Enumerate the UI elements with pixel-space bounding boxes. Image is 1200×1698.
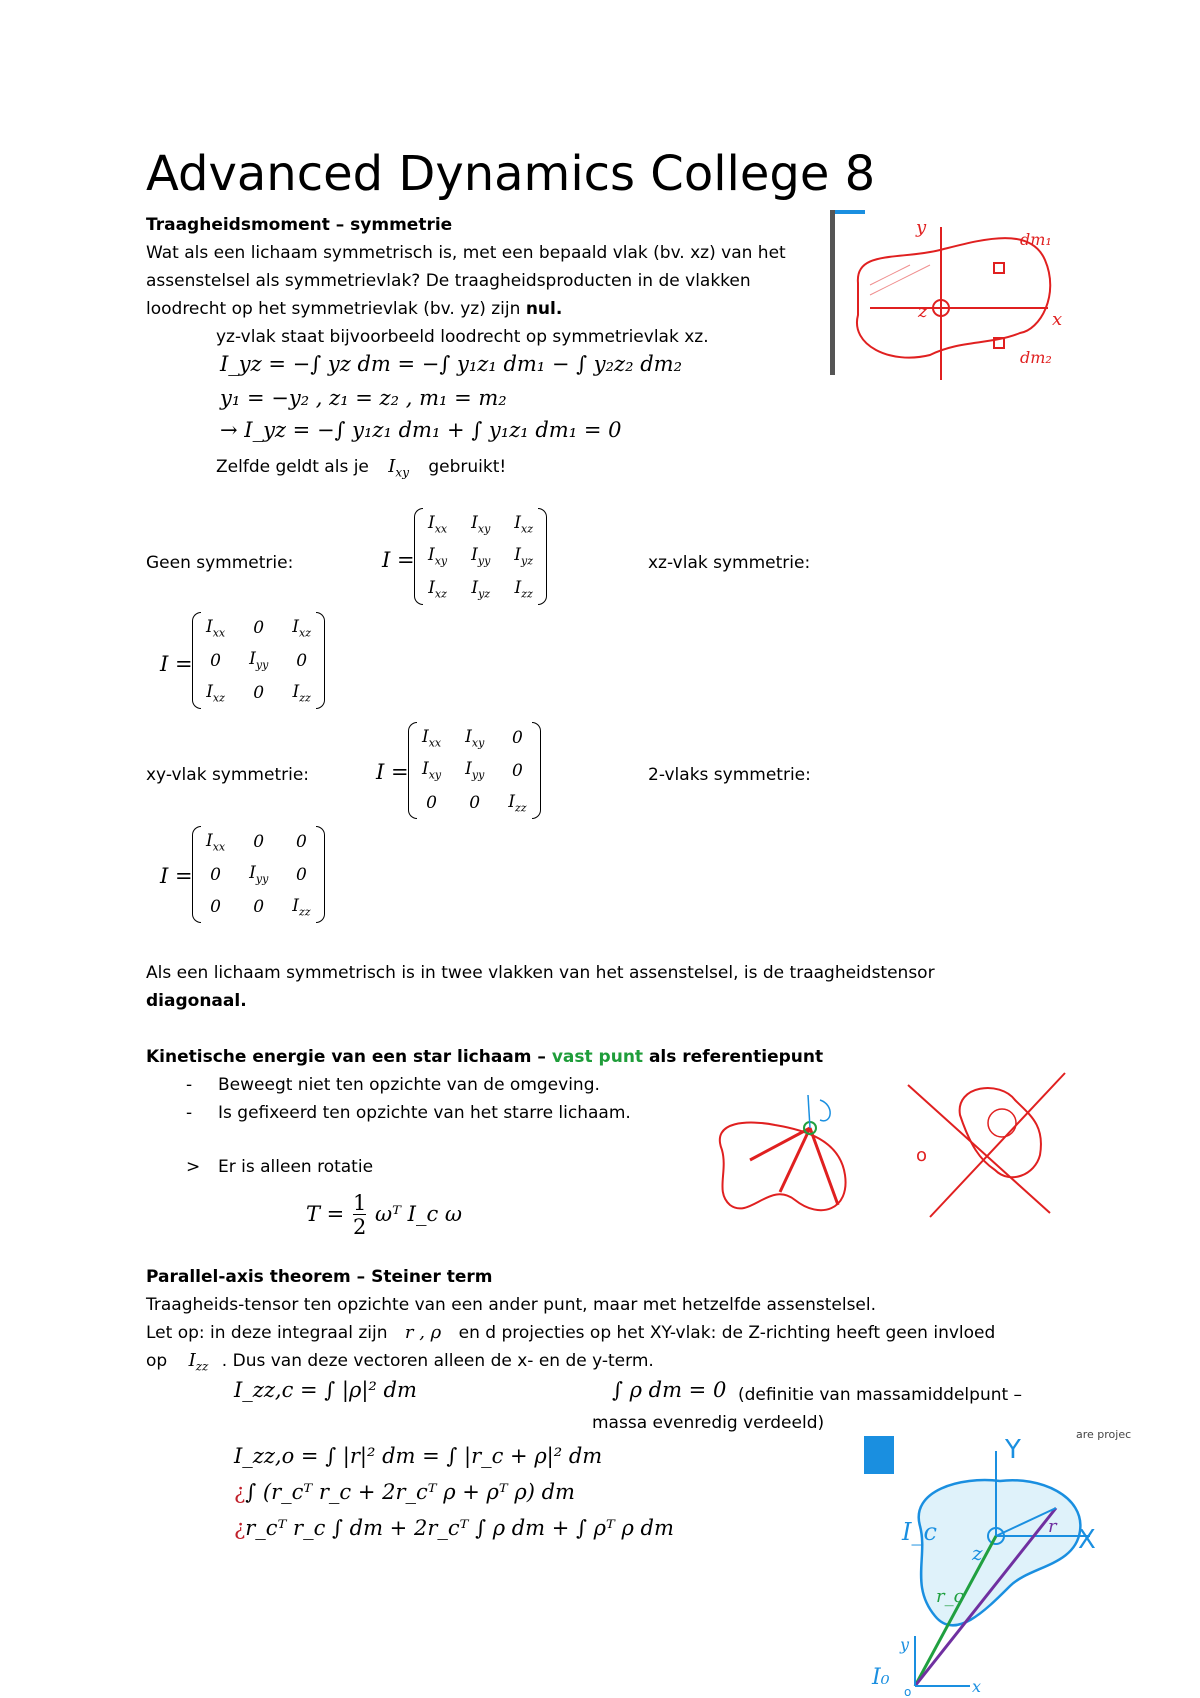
heading-highlight: vast punt — [551, 1047, 644, 1067]
sketch-label-dm1: dm₁ — [1020, 230, 1052, 249]
sketch-label-z: z — [972, 1541, 983, 1565]
symbol-subscript: xy — [395, 465, 409, 480]
clip-bar — [830, 210, 835, 375]
equation: → I_yz = −∫ y₁z₁ dm₁ + ∫ y₁z₁ dm₁ = 0 — [220, 418, 622, 442]
fixed-point-rotation-sketch — [710, 1080, 860, 1230]
inline-symbol — [388, 456, 409, 480]
inertia-matrix-two — [194, 826, 323, 923]
matrix-cell: 0 — [296, 864, 307, 885]
clip-bar-blue — [835, 210, 865, 214]
sketch-label-X: X — [1078, 1525, 1096, 1555]
bold-word: diagonaal. — [146, 991, 247, 1011]
matrix-cell: 0 — [253, 618, 265, 639]
sketch-label-x: x — [1052, 309, 1063, 330]
matrix-equals: I = — [382, 548, 415, 572]
inner-circle — [988, 1109, 1016, 1137]
equation — [234, 1480, 575, 1504]
matrix-cell: $I_{xz}$ — [206, 681, 225, 705]
paragraph-line: Wat als een lichaam symmetrisch is, met een bepaald vlak (bv. xz) van het — [146, 243, 786, 263]
matrix-cell: 0 — [253, 896, 265, 917]
paragraph-line — [146, 298, 562, 320]
matrix-cell: $I_{xy}$ — [465, 727, 485, 750]
sketch-label-Y: Y — [1005, 1436, 1021, 1465]
bold-word: nul. — [525, 299, 563, 319]
sketch-label-o: o — [916, 1145, 928, 1166]
section-heading-symmetry: Traagheidsmoment – symmetrie — [146, 215, 453, 235]
sketch-label-rc: r_c — [936, 1586, 964, 1607]
matrix-cell: 0 — [469, 792, 481, 813]
matrix-cell: $I_{yz}$ — [514, 545, 534, 568]
matrix-cell: $I_{xz}$ — [292, 617, 312, 640]
paragraph-line: yz-vlak staat bijvoorbeeld loodrecht op symmetrievlak xz. — [216, 327, 709, 347]
bullet-arrow: > — [186, 1157, 201, 1177]
matrix-cell: 0 — [210, 864, 221, 885]
equation: y₁ = −y₂ , z₁ = z₂ , m₁ = m₂ — [220, 386, 507, 410]
equation: I_zz,c = ∫ |ρ|² dm — [234, 1378, 417, 1402]
matrix-cell: $I_{xy}$ — [428, 545, 448, 568]
sketch-label-y: y — [900, 1635, 910, 1654]
matrix-cell: $I_{xz}$ — [514, 513, 534, 536]
inertia-matrix-xz — [194, 612, 323, 709]
paragraph-line: massa evenredig verdeeld) — [592, 1413, 825, 1433]
matrix-cell: $I_{yy}$ — [471, 545, 491, 568]
matrix-label-xz: xz-vlak symmetrie: — [648, 553, 811, 573]
body-outline — [960, 1088, 1041, 1177]
matrix-cell: $I_{xy}$ — [422, 759, 442, 782]
paragraph-line: Traagheids-tensor ten opzichte van een ander punt, maar met hetzelfde assenstelsel. — [146, 1295, 877, 1315]
cross-line — [930, 1073, 1065, 1217]
heading-text: Kinetische energie van een star lichaam – — [146, 1047, 552, 1067]
sketch-label-y: y — [916, 217, 927, 238]
paragraph-line: (definitie van massamiddelpunt – — [738, 1385, 1023, 1405]
paragraph-text: . Dus van deze vectoren alleen de x- en de y-term. — [221, 1351, 654, 1371]
equation — [234, 1516, 674, 1540]
body-outline — [720, 1123, 846, 1211]
inline-symbol — [188, 1350, 209, 1374]
paragraph-text: Zelfde geldt als je — [216, 457, 369, 477]
inline-symbol: r , ρ — [404, 1322, 442, 1343]
matrix-cell: $I_{yy}$ — [249, 863, 269, 886]
matrix-cell: 0 — [210, 650, 221, 671]
eq-lhs: T = — [306, 1202, 345, 1226]
paragraph-line — [146, 1322, 995, 1344]
matrix-cell: $I_{xx}$ — [428, 513, 448, 536]
sketch-label-Ic: I_c — [902, 1518, 937, 1546]
heading-text: als referentiepunt — [643, 1047, 824, 1067]
sketch-label-z: z — [918, 301, 928, 322]
matrix-cell: 0 — [296, 832, 307, 853]
symmetric-body-sketch — [830, 205, 1080, 380]
paragraph-line — [216, 456, 506, 484]
matrix-cell: $I_{zz}$ — [292, 895, 311, 919]
matrix-cell: 0 — [296, 650, 308, 671]
bullet-item: Beweegt niet ten opzichte van de omgeving. — [218, 1075, 600, 1095]
paragraph-text: op — [146, 1351, 168, 1371]
matrix-label-two: 2-vlaks symmetrie: — [648, 765, 811, 785]
dm1-element — [994, 263, 1004, 273]
section-heading-kinetic — [146, 1046, 823, 1068]
matrix-cell: $I_{xx}$ — [422, 727, 442, 750]
paragraph-text: en d projecties op het XY-vlak: de Z-richting heeft geen invloed — [458, 1323, 996, 1343]
matrix-bracket-left — [414, 508, 423, 605]
symbol-text: I — [188, 1350, 196, 1371]
error-glyph: ¿ — [234, 1516, 246, 1540]
matrix-cell: $I_{yy}$ — [249, 649, 269, 672]
matrix-cell: 0 — [426, 792, 437, 813]
bullet-dash: - — [186, 1075, 193, 1095]
error-glyph: ¿ — [234, 1480, 246, 1504]
paragraph-text: loodrecht op het symmetrievlak (bv. yz) zijn — [146, 299, 526, 319]
symbol-subscript: zz — [195, 1359, 209, 1374]
matrix-bracket-right — [316, 612, 325, 709]
matrix-equals: I = — [160, 652, 193, 676]
matrix-cell: $I_{xy}$ — [471, 513, 491, 536]
sketch-label-Io: I₀ — [872, 1665, 890, 1690]
parallel-axis-sketch — [860, 1436, 1110, 1698]
sketch-label-r: r — [1048, 1516, 1057, 1537]
matrix-bracket-left — [192, 612, 201, 709]
matrix-bracket-left — [408, 722, 417, 819]
eq-rhs: ωᵀ I_c ω — [375, 1202, 463, 1226]
matrix-cell: $I_{zz}$ — [508, 791, 527, 815]
fraction — [353, 1192, 366, 1239]
equation: I_yz = −∫ yz dm = −∫ y₁z₁ dm₁ − ∫ y₂z₂ dm₂ — [220, 352, 682, 376]
matrix-cell: 0 — [253, 832, 265, 853]
matrix-cell: $I_{xx}$ — [206, 831, 226, 854]
matrix-bracket-right — [538, 508, 547, 605]
equation: ∫ ρ dm = 0 — [612, 1378, 727, 1402]
equation-body: r_cᵀ r_c ∫ dm + 2r_cᵀ ∫ ρ dm + ∫ ρᵀ ρ dm — [245, 1516, 674, 1540]
matrix-cell: $I_{yy}$ — [465, 759, 485, 782]
matrix-equals: I = — [160, 864, 193, 888]
crossed-out-sketch — [900, 1065, 1070, 1225]
inertia-matrix-none — [416, 508, 545, 605]
matrix-cell: 0 — [210, 896, 221, 917]
matrix-bracket-right — [316, 826, 325, 923]
matrix-cell: 0 — [512, 728, 523, 749]
matrix-label-none: Geen symmetrie: — [146, 553, 294, 573]
paragraph-text: gebruikt! — [428, 457, 507, 477]
symbol-text: I — [388, 456, 396, 477]
section-heading-steiner: Parallel-axis theorem – Steiner term — [146, 1267, 493, 1287]
bullet-item: Er is alleen rotatie — [218, 1157, 374, 1177]
matrix-label-xy: xy-vlak symmetrie: — [146, 765, 310, 785]
matrix-cell: $I_{yz}$ — [471, 577, 491, 601]
body-outline — [857, 238, 1050, 358]
equation: I_zz,o = ∫ |r|² dm = ∫ |r_c + ρ|² dm — [234, 1444, 603, 1468]
fraction-numerator: 1 — [352, 1191, 367, 1215]
cone-edge — [810, 1128, 838, 1205]
bullet-dash: - — [186, 1103, 193, 1123]
hatch-line — [870, 265, 910, 285]
matrix-cell: $I_{zz}$ — [514, 577, 533, 601]
page-title: Advanced Dynamics College 8 — [146, 146, 876, 202]
matrix-bracket-right — [532, 722, 541, 819]
clipped-text: are projec — [1076, 1428, 1132, 1441]
paragraph-line — [146, 1350, 654, 1378]
paragraph-line: Als een lichaam symmetrisch is in twee vlakken van het assenstelsel, is de traagheidstensor — [146, 963, 935, 983]
paragraph-line: assenstelsel als symmetrievlak? De traagheidsproducten in de vlakken — [146, 271, 751, 291]
cross-line — [908, 1085, 1050, 1213]
matrix-equals: I = — [376, 760, 409, 784]
matrix-cell: $I_{xz}$ — [428, 577, 447, 601]
sketch-label-x: x — [972, 1677, 982, 1696]
matrix-bracket-left — [192, 826, 201, 923]
rotation-arrow — [820, 1100, 830, 1121]
matrix-cell: $I_{xx}$ — [206, 617, 226, 640]
sketch-label-dm2: dm₂ — [1020, 348, 1052, 367]
paragraph-text: Let op: in deze integraal zijn — [146, 1323, 388, 1343]
bullet-item: Is gefixeerd ten opzichte van het starre lichaam. — [218, 1103, 631, 1123]
fraction-denominator: 2 — [352, 1215, 367, 1239]
matrix-cell: 0 — [253, 682, 265, 703]
sketch-label-o: o — [904, 1685, 912, 1698]
matrix-cell: $I_{zz}$ — [292, 681, 311, 705]
kinetic-energy-equation — [306, 1192, 462, 1239]
equation-body: ∫ (r_cᵀ r_c + 2r_cᵀ ρ + ρᵀ ρ) dm — [245, 1480, 575, 1504]
inertia-matrix-xy — [410, 722, 539, 819]
matrix-cell: 0 — [512, 760, 523, 781]
